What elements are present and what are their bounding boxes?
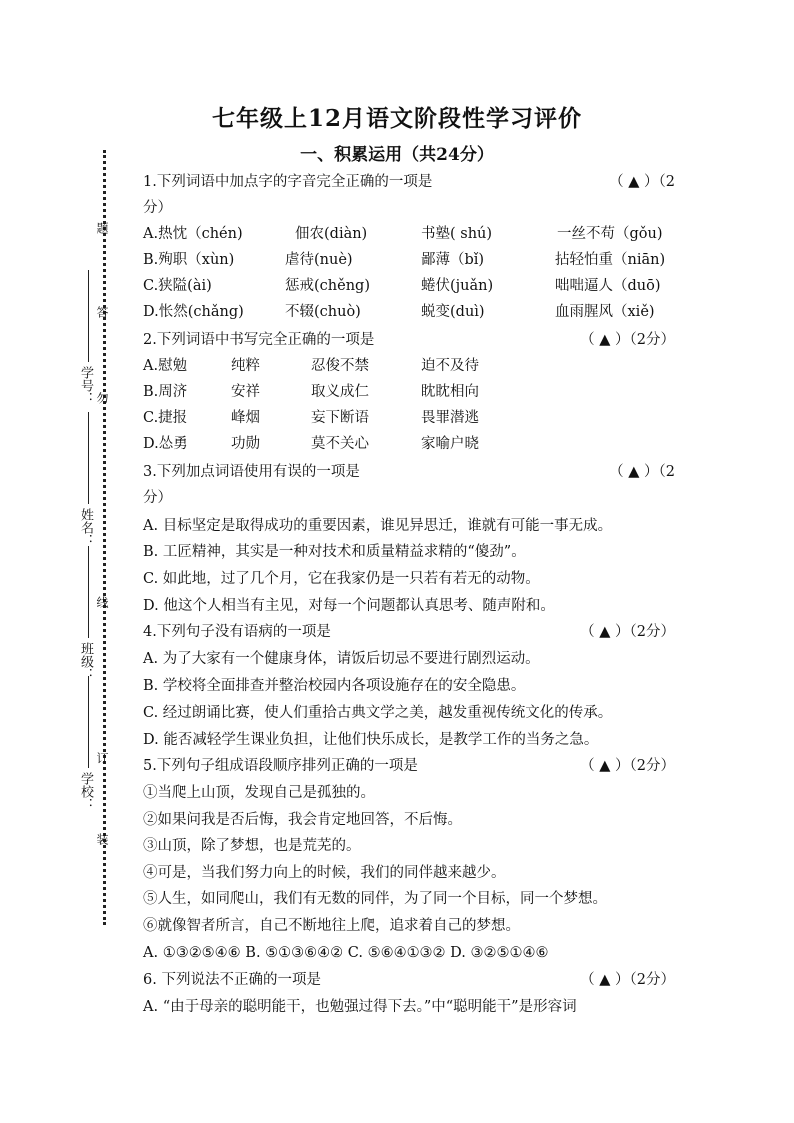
margin-char-zhuang: 装 xyxy=(95,833,109,845)
question-5 xyxy=(143,756,683,776)
question-5-choices[interactable]: A. ①③②⑤④⑥ B. ⑤①③⑥④② C. ⑤⑥④①③② D. ③②⑤①④⑥ xyxy=(143,945,549,961)
question-5-sentence-5: ⑤人生，如同爬山，我们有无数的同伴，为了同一个目标，同一个梦想。 xyxy=(143,891,607,907)
school-label: 学校： xyxy=(78,772,93,811)
question-2 xyxy=(143,330,683,350)
question-5-sentence-2: ②如果问我是否后悔，我会肯定地回答，不后悔。 xyxy=(143,812,462,828)
class-field[interactable] xyxy=(88,546,89,638)
school-field[interactable] xyxy=(88,676,89,768)
margin-char-ti: 题 xyxy=(95,222,109,234)
question-3-option-a[interactable]: A. 目标坚定是取得成功的重要因素，谁见异思迁，谁就有可能一事无成。 xyxy=(143,518,613,534)
exam-page: 题 答 勿 线 订 装 学号： 姓名： 班级： 学校： 七年级上12月语文阶段性学习评价 一、积累运用（共24分） 1.下列词语中加点字的字音完全正确的一项是 （ ▲ ）（2 分） A.热忱（chén) 佃农(diàn) 书塾( shú) 一丝不苟（gǒu) B.殉职（xùn) 虐待(nuè) 鄙薄（bǐ) 拈轻怕重（niān) C.狭隘(ài) 惩戒(chěng) 蜷伏(juǎn) 咄咄逼人（duō) D.怅然(chǎng) 不辍(chuò) 蜕变(duì) 血雨腥风（xiě) 2.下列词语中书写完全正确的一项是 （ ▲ ）（2分） A.慰勉 纯粹 忍俊不禁 迫不及待 B.周济 安祥 取义成仁 眈眈相向 C.捷报 峰烟 妄下断语 畏罪潜逃 D.怂勇 功勋 莫不关心 家喻户晓 3.下列加点词语使用有误的一项是 （ ▲ ）（2 分） A. 目标坚定是取得成功的重要因素，谁见异思迁，谁就有可能一事无成。 B. 工匠精神，其实是一种对技术和质量精益求精的“傻劲”。 C. 如此地，过了几个月，它在我家仍是一只若有若无的动物。 D. 他这个人相当有主见，对每一个问题都认真思考、随声附和。 4.下列句子没有语病的一项是 （ ▲ ）（2分） A. 为了大家有一个健康身体，请饭后切忌不要进行剧烈运动。 B. 学校将全面排查并整治校园内各项设施存在的安全隐患。 C. 经过朗诵比赛，使人们重拾古典文学之美，越发重视传统文化的传承。 D. 能否减轻学生课业负担，让他们快乐成长，是教学工作的当务之急。 5.下列句子组成语段顺序排列正确的一项是 （ ▲ ）（2分） ①当爬上山顶，发现自己是孤独的。 ②如果问我是否后悔，我会肯定地回答，不后悔。 ③山顶，除了梦想，也是荒芜的。 ④可是，当我们努力向上的时候，我们的同伴越来越少。 ⑤人生，如同爬山，我们有无数的同伴，为了同一个目标，同一个梦想。 ⑥就像智者所言，自己不断地往上爬，追求着自己的梦想。 A. ①③②⑤④⑥ B. ⑤①③⑥④② C. ⑤⑥④①③② D. ③②⑤①④⑥ 6. 下列说法不正确的一项是 （ ▲ ）（2分） A. “由于母亲的聪明能干，也勉强过得下去。”中“聪明能干”是形容词 xyxy=(0,0,794,1123)
student-id-field[interactable] xyxy=(88,270,89,362)
question-4-answer-slot[interactable]: （ ▲ ）（2分） xyxy=(580,624,675,640)
question-1 xyxy=(143,172,683,192)
question-3-option-c[interactable]: C. 如此地，过了几个月，它在我家仍是一只若有若无的动物。 xyxy=(143,571,540,587)
name-label: 姓名： xyxy=(78,508,93,547)
question-2-stem: 2.下列词语中书写完全正确的一项是 xyxy=(143,332,375,348)
question-5-sentence-3: ③山顶，除了梦想，也是荒芜的。 xyxy=(143,838,361,854)
question-4-option-c[interactable]: C. 经过朗诵比赛，使人们重拾古典文学之美，越发重视传统文化的传承。 xyxy=(143,705,613,721)
question-3-option-b[interactable]: B. 工匠精神，其实是一种对技术和质量精益求精的“傻劲”。 xyxy=(143,544,526,560)
question-4-option-a[interactable]: A. 为了大家有一个健康身体，请饭后切忌不要进行剧烈运动。 xyxy=(143,651,540,667)
margin-char-da: 答 xyxy=(95,306,109,318)
question-6-option-a[interactable]: A. “由于母亲的聪明能干，也勉强过得下去。”中“聪明能干”是形容词 xyxy=(143,999,577,1015)
question-5-sentence-4: ④可是，当我们努力向上的时候，我们的同伴越来越少。 xyxy=(143,865,506,881)
question-4-option-b[interactable]: B. 学校将全面排查并整治校园内各项设施存在的安全隐患。 xyxy=(143,678,526,694)
margin-char-ding: 订 xyxy=(95,752,109,764)
question-3-option-d[interactable]: D. 他这个人相当有主见，对每一个问题都认真思考、随声附和。 xyxy=(143,598,555,614)
margin-char-xian: 线 xyxy=(95,596,109,608)
question-5-sentence-1: ①当爬上山顶，发现自己是孤独的。 xyxy=(143,785,375,801)
question-4 xyxy=(143,622,683,642)
question-5-stem: 5.下列句子组成语段顺序排列正确的一项是 xyxy=(143,758,418,774)
question-3 xyxy=(143,462,683,482)
exam-title: 七年级上12月语文阶段性学习评价 xyxy=(211,105,582,132)
question-1-answer-slot[interactable]: （ ▲ ）（2 xyxy=(609,174,675,190)
question-6-stem: 6. 下列说法不正确的一项是 xyxy=(143,972,321,988)
question-3-answer-slot[interactable]: （ ▲ ）（2 xyxy=(609,464,675,480)
binding-dotted-line xyxy=(103,150,110,925)
question-1-stem-cont: 分） xyxy=(143,200,172,216)
name-field[interactable] xyxy=(88,412,89,504)
question-5-sentence-6: ⑥就像智者所言，自己不断地往上爬，追求着自己的梦想。 xyxy=(143,918,520,934)
question-5-answer-slot[interactable]: （ ▲ ）（2分） xyxy=(580,758,675,774)
question-3-stem-cont: 分） xyxy=(143,490,172,506)
question-6-answer-slot[interactable]: （ ▲ ）（2分） xyxy=(580,972,675,988)
question-1-stem: 1.下列词语中加点字的字音完全正确的一项是 xyxy=(143,174,433,190)
student-id-label: 学号： xyxy=(78,366,93,405)
margin-char-wu: 勿 xyxy=(95,392,109,404)
question-3-stem: 3.下列加点词语使用有误的一项是 xyxy=(143,464,360,480)
question-4-stem: 4.下列句子没有语病的一项是 xyxy=(143,624,331,640)
question-4-option-d[interactable]: D. 能否减轻学生课业负担，让他们快乐成长，是教学工作的当务之急。 xyxy=(143,732,599,748)
question-2-answer-slot[interactable]: （ ▲ ）（2分） xyxy=(580,332,675,348)
section-heading: 一、积累运用（共24分） xyxy=(300,145,494,165)
question-6 xyxy=(143,970,683,990)
class-label: 班级： xyxy=(78,642,93,681)
